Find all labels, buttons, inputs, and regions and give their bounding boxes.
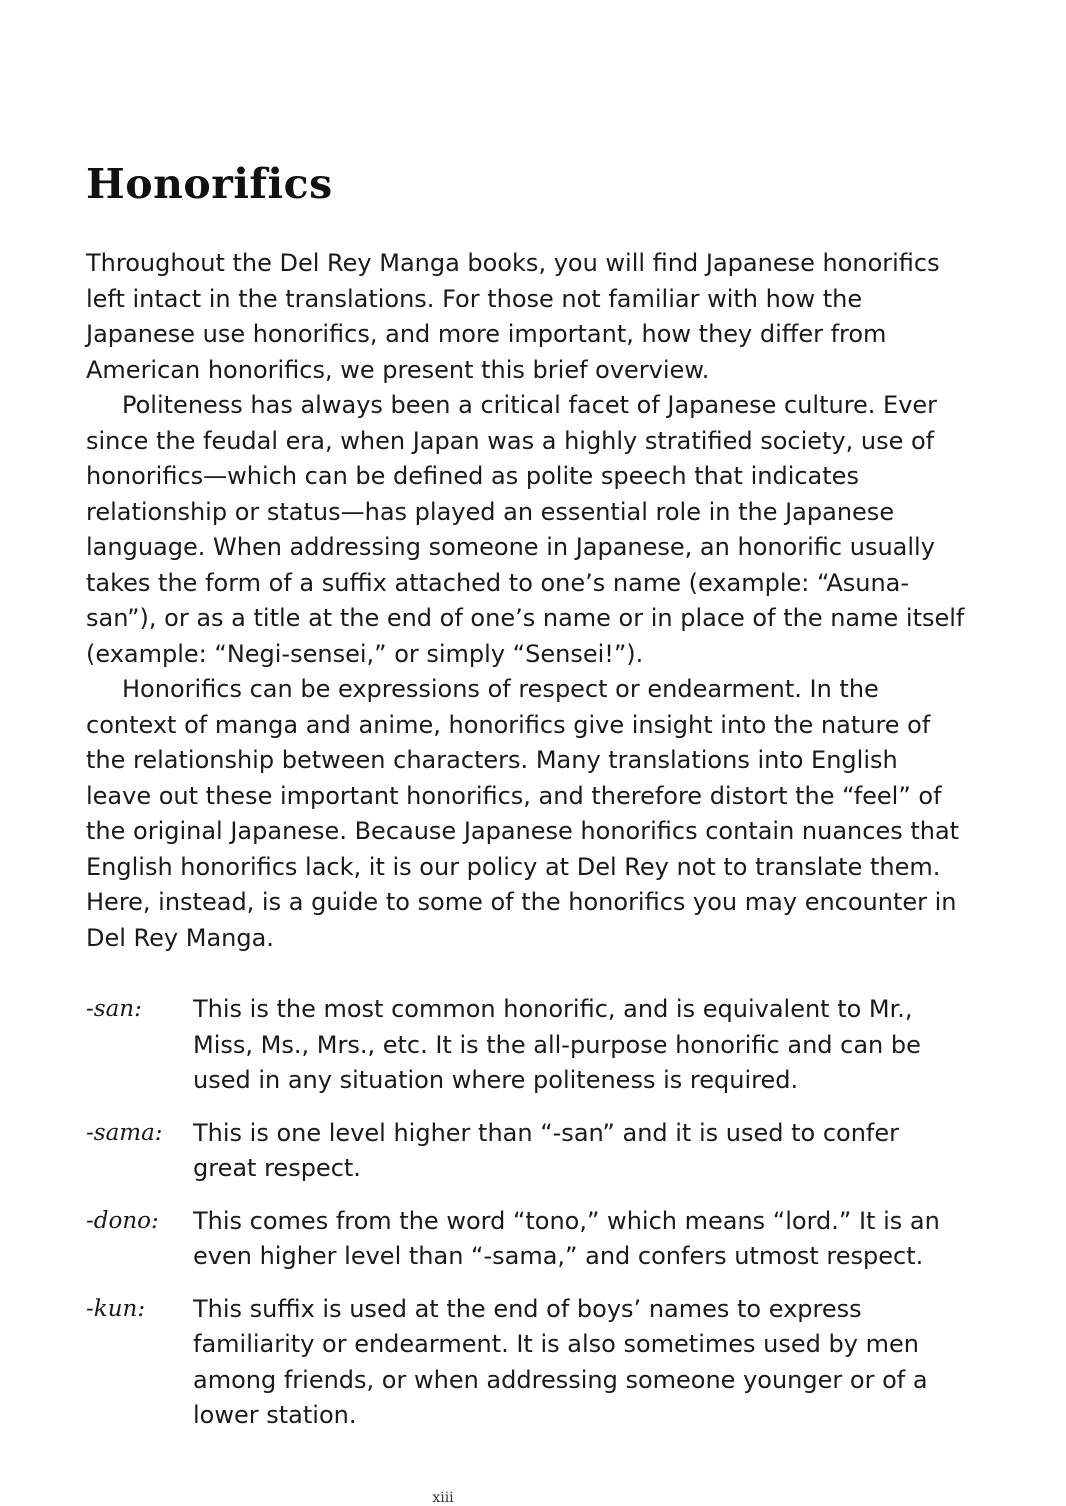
glossary-definition: This comes from the word “tono,” which means “lord.” It is an even higher level than “-sama,” and confers utmost respect. <box>193 1206 940 1270</box>
honorifics-glossary <box>86 992 966 1451</box>
glossary-term: -dono: <box>86 1207 159 1234</box>
glossary-entry <box>86 992 966 1099</box>
glossary-term: -san: <box>86 996 142 1022</box>
glossary-definition: This is the most common honorific, and is equivalent to Mr., Miss, Ms., Mrs., etc. It is the all-purpose honorific and can be used in any situation where politeness is required. <box>193 995 921 1094</box>
body-text <box>86 246 966 956</box>
paragraph: Politeness has always been a critical facet of Japanese culture. Ever since the feudal era, when Japan was a highly stratified society, use of honorifics—which can be defined as polite speech that indicates relationship or status—has played an essential role in the Japanese language. When addressing someone in Japanese, an honorific usually takes the form of a suffix attached to one’s name (example: “Asuna-san”), or as a title at the end of one’s name or in place of the name itself (example: “Negi-sensei,” or simply “Sensei!”). <box>86 391 965 668</box>
page-title: Honorifics <box>86 160 333 208</box>
glossary-entry <box>86 1292 966 1434</box>
page-number: xiii <box>432 1490 454 1506</box>
glossary-entry <box>86 1204 966 1275</box>
glossary-term: -sama: <box>86 1119 163 1146</box>
paragraph: Throughout the Del Rey Manga books, you will find Japanese honorifics left intact in the translations. For those not familiar with how the Japanese use honorifics, and more important, how they differ from American honorifics, we present this brief overview. <box>86 249 940 384</box>
glossary-definition: This suffix is used at the end of boys’ names to express familiarity or endearment. It is also sometimes used by men among friends, or when addressing someone younger or of a lower station. <box>193 1294 928 1429</box>
page <box>86 0 966 1500</box>
glossary-entry <box>86 1116 966 1187</box>
paragraph: Honorifics can be expressions of respect or endearment. In the context of manga and anime, honorifics give insight into the nature of the relationship between characters. Many translations into English leave out these important honorifics, and therefore distort the “feel” of the original Japanese. Because Japanese honorifics contain nuances that English honorifics lack, it is our policy at Del Rey not to translate them. Here, instead, is a guide to some of the honorifics you may encounter in Del Rey Manga. <box>86 675 960 952</box>
glossary-term: -kun: <box>86 1295 146 1322</box>
glossary-definition: This is one level higher than “-san” and it is used to confer great respect. <box>193 1118 900 1182</box>
